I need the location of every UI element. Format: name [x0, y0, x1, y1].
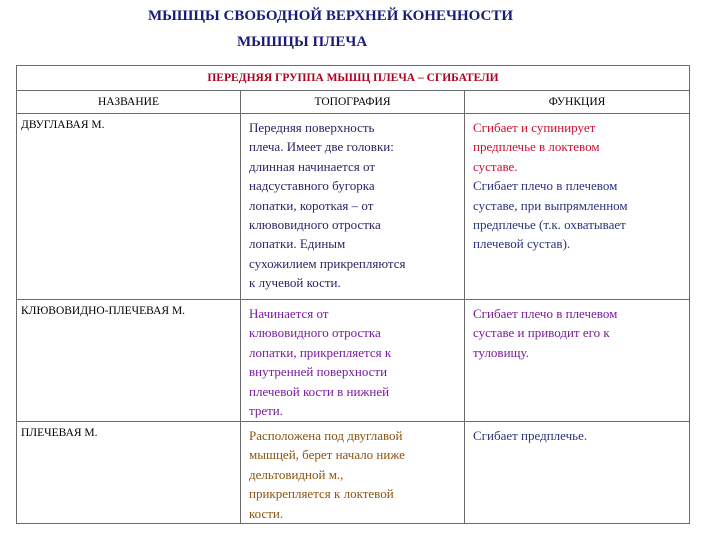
page-title: МЫШЦЫ СВОБОДНОЙ ВЕРХНЕЙ КОНЕЧНОСТИ — [148, 8, 513, 24]
topography-line: Начинается от — [249, 306, 329, 321]
function-line: Сгибает предплечье. — [473, 428, 588, 443]
topography-line: к лучевой кости. — [249, 275, 341, 291]
muscle-table — [16, 65, 690, 524]
function-line: туловищу. — [473, 344, 529, 360]
function-line: Сгибает плечо в плечевом — [473, 306, 618, 321]
topography-line: плечевой кости в нижней — [249, 383, 390, 399]
function-cell — [465, 114, 690, 300]
muscle-name: ДВУГЛАВАЯ М. — [17, 114, 241, 300]
topography-line: трети. — [249, 403, 283, 419]
topography-line: кости. — [249, 505, 284, 521]
table-row — [17, 422, 690, 524]
group-header: ПЕРЕДНЯЯ ГРУППА МЫШЦ ПЛЕЧА – СГИБАТЕЛИ — [17, 66, 690, 91]
muscle-name: КЛЮВОВИДНО-ПЛЕЧЕВАЯ М. — [17, 300, 241, 422]
topography-cell — [241, 114, 465, 300]
group-header-row — [17, 66, 690, 91]
topography-line: Расположена под двуглавой — [249, 428, 403, 443]
function-line: Сгибает плечо в плечевом — [473, 178, 618, 194]
topography-line: длинная начинается от — [249, 158, 376, 174]
column-header-name: НАЗВАНИЕ — [17, 91, 241, 114]
function-line: суставе и приводит его к — [473, 325, 610, 341]
topography-line: лопатки, прикрепляется к — [249, 344, 392, 360]
topography-line: прикрепляется к локтевой — [249, 486, 394, 502]
page-subtitle: МЫШЦЫ ПЛЕЧА — [237, 34, 368, 50]
function-line: суставе, при выпрямленном — [473, 197, 628, 213]
topography-line: клювовидного отростка — [249, 217, 381, 233]
topography-line: плеча. Имеет две головки: — [249, 139, 394, 155]
topography-cell — [241, 422, 465, 524]
muscle-name: ПЛЕЧЕВАЯ М. — [17, 422, 241, 524]
topography-line: внутренней поверхности — [249, 364, 388, 380]
topography-line: лопатки. Единым — [249, 236, 346, 252]
table-row — [17, 114, 690, 300]
function-line: предплечье в локтевом — [473, 139, 600, 155]
topography-cell — [241, 300, 465, 422]
table-row — [17, 300, 690, 422]
column-header-function: ФУНКЦИЯ — [465, 91, 690, 114]
column-header-topography: ТОПОГРАФИЯ — [241, 91, 465, 114]
function-cell — [465, 422, 690, 524]
topography-line: дельтовидной м., — [249, 466, 344, 482]
function-cell — [465, 300, 690, 422]
topography-line: Передняя поверхность — [249, 120, 375, 135]
function-line: плечевой сустав). — [473, 236, 571, 252]
function-line: предплечье (т.к. охватывает — [473, 217, 626, 233]
function-line: Сгибает и супинирует — [473, 120, 596, 135]
topography-line: сухожилием прикрепляются — [249, 255, 406, 271]
topography-line: надсуставного бугорка — [249, 178, 375, 194]
column-header-row — [17, 91, 690, 114]
function-line: суставе. — [473, 158, 518, 174]
topography-line: лопатки, короткая – от — [249, 197, 374, 213]
topography-line: мышцей, берет начало ниже — [249, 447, 405, 463]
topography-line: клювовидного отростка — [249, 325, 381, 341]
